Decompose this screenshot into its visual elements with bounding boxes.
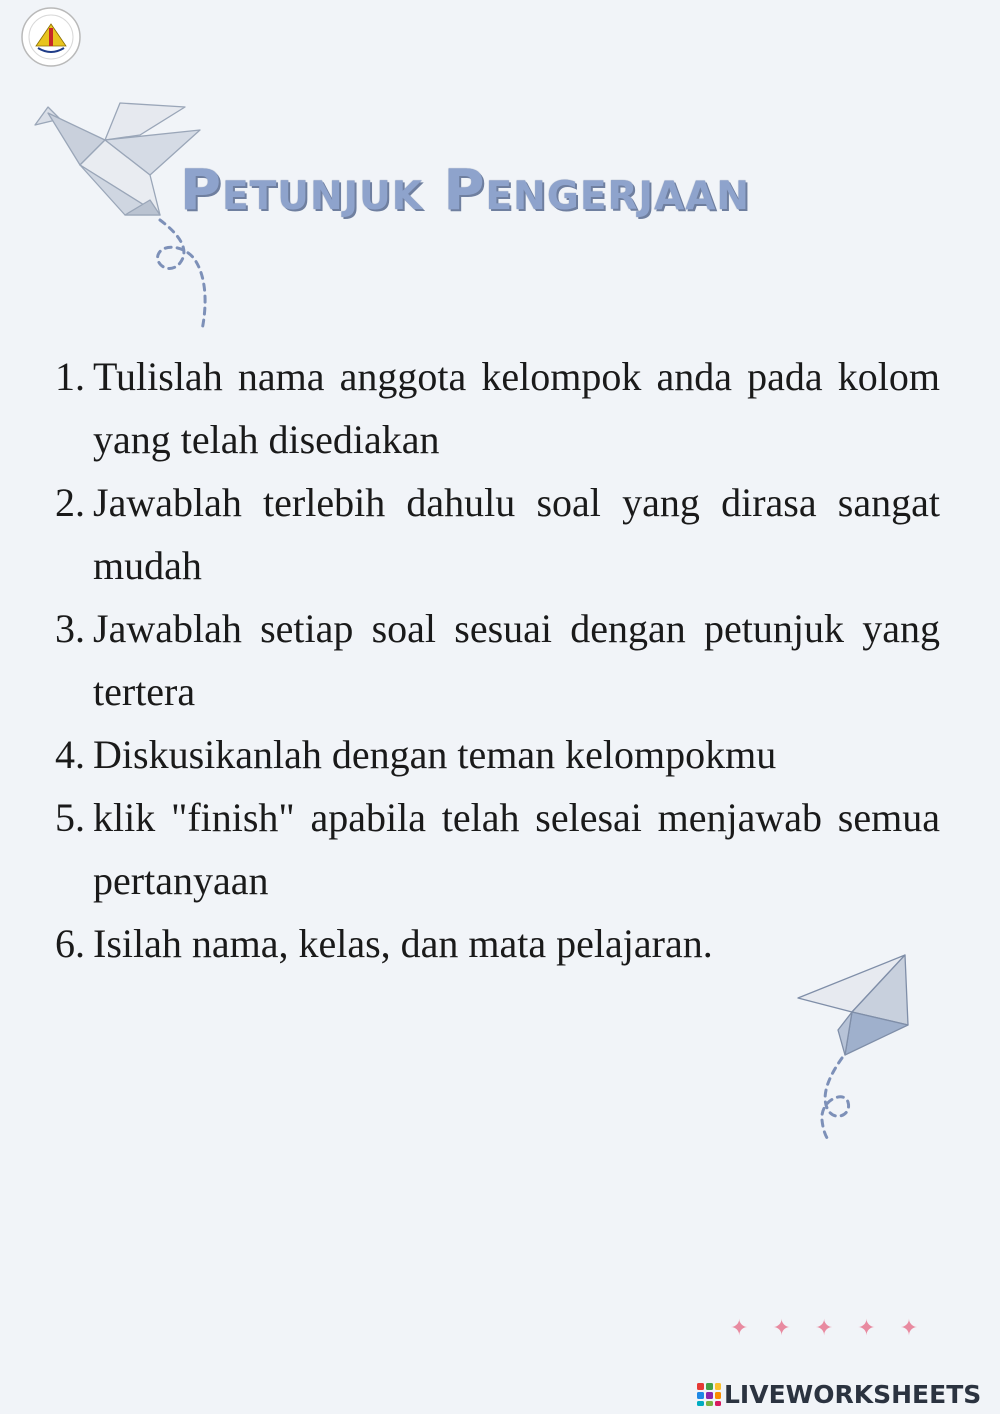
instruction-text: Tulislah nama anggota kelompok anda pada kolom yang telah disediakan [93,354,940,462]
instruction-text: Jawablah terlebih dahulu soal yang dirasa sangat mudah [93,480,940,588]
paper-plane-icon [790,950,920,1145]
instruction-item [55,345,940,471]
instruction-number: 2. [55,480,85,525]
instruction-item [55,723,940,786]
brand-text: LIVEWORKSHEETS [724,1379,982,1409]
university-emblem-icon [20,6,82,68]
instruction-number: 3. [55,606,85,651]
instruction-list [55,345,940,975]
instruction-item [55,471,940,597]
page-title: Petunjuk Pengerjaan [180,158,751,223]
instruction-number: 6. [55,921,85,966]
liveworksheets-logo-icon [696,1381,722,1407]
instruction-text: klik "finish" apabila telah selesai menjawab semua pertanyaan [93,795,940,903]
paper-plane-decoration [790,950,920,1145]
instruction-text: Diskusikanlah dengan teman kelompokmu [93,732,777,777]
instruction-number: 5. [55,795,85,840]
instruction-number: 4. [55,732,85,777]
sparkle-decoration: ✦✦✦✦✦ [730,1316,943,1341]
instruction-item [55,786,940,912]
instruction-text: Jawablah setiap soal sesuai dengan petunjuk yang tertera [93,606,940,714]
liveworksheets-brand [696,1376,981,1412]
instruction-text: Isilah nama, kelas, dan mata pelajaran. [93,921,713,966]
instruction-number: 1. [55,354,85,399]
university-logo [20,6,82,68]
instruction-item [55,597,940,723]
